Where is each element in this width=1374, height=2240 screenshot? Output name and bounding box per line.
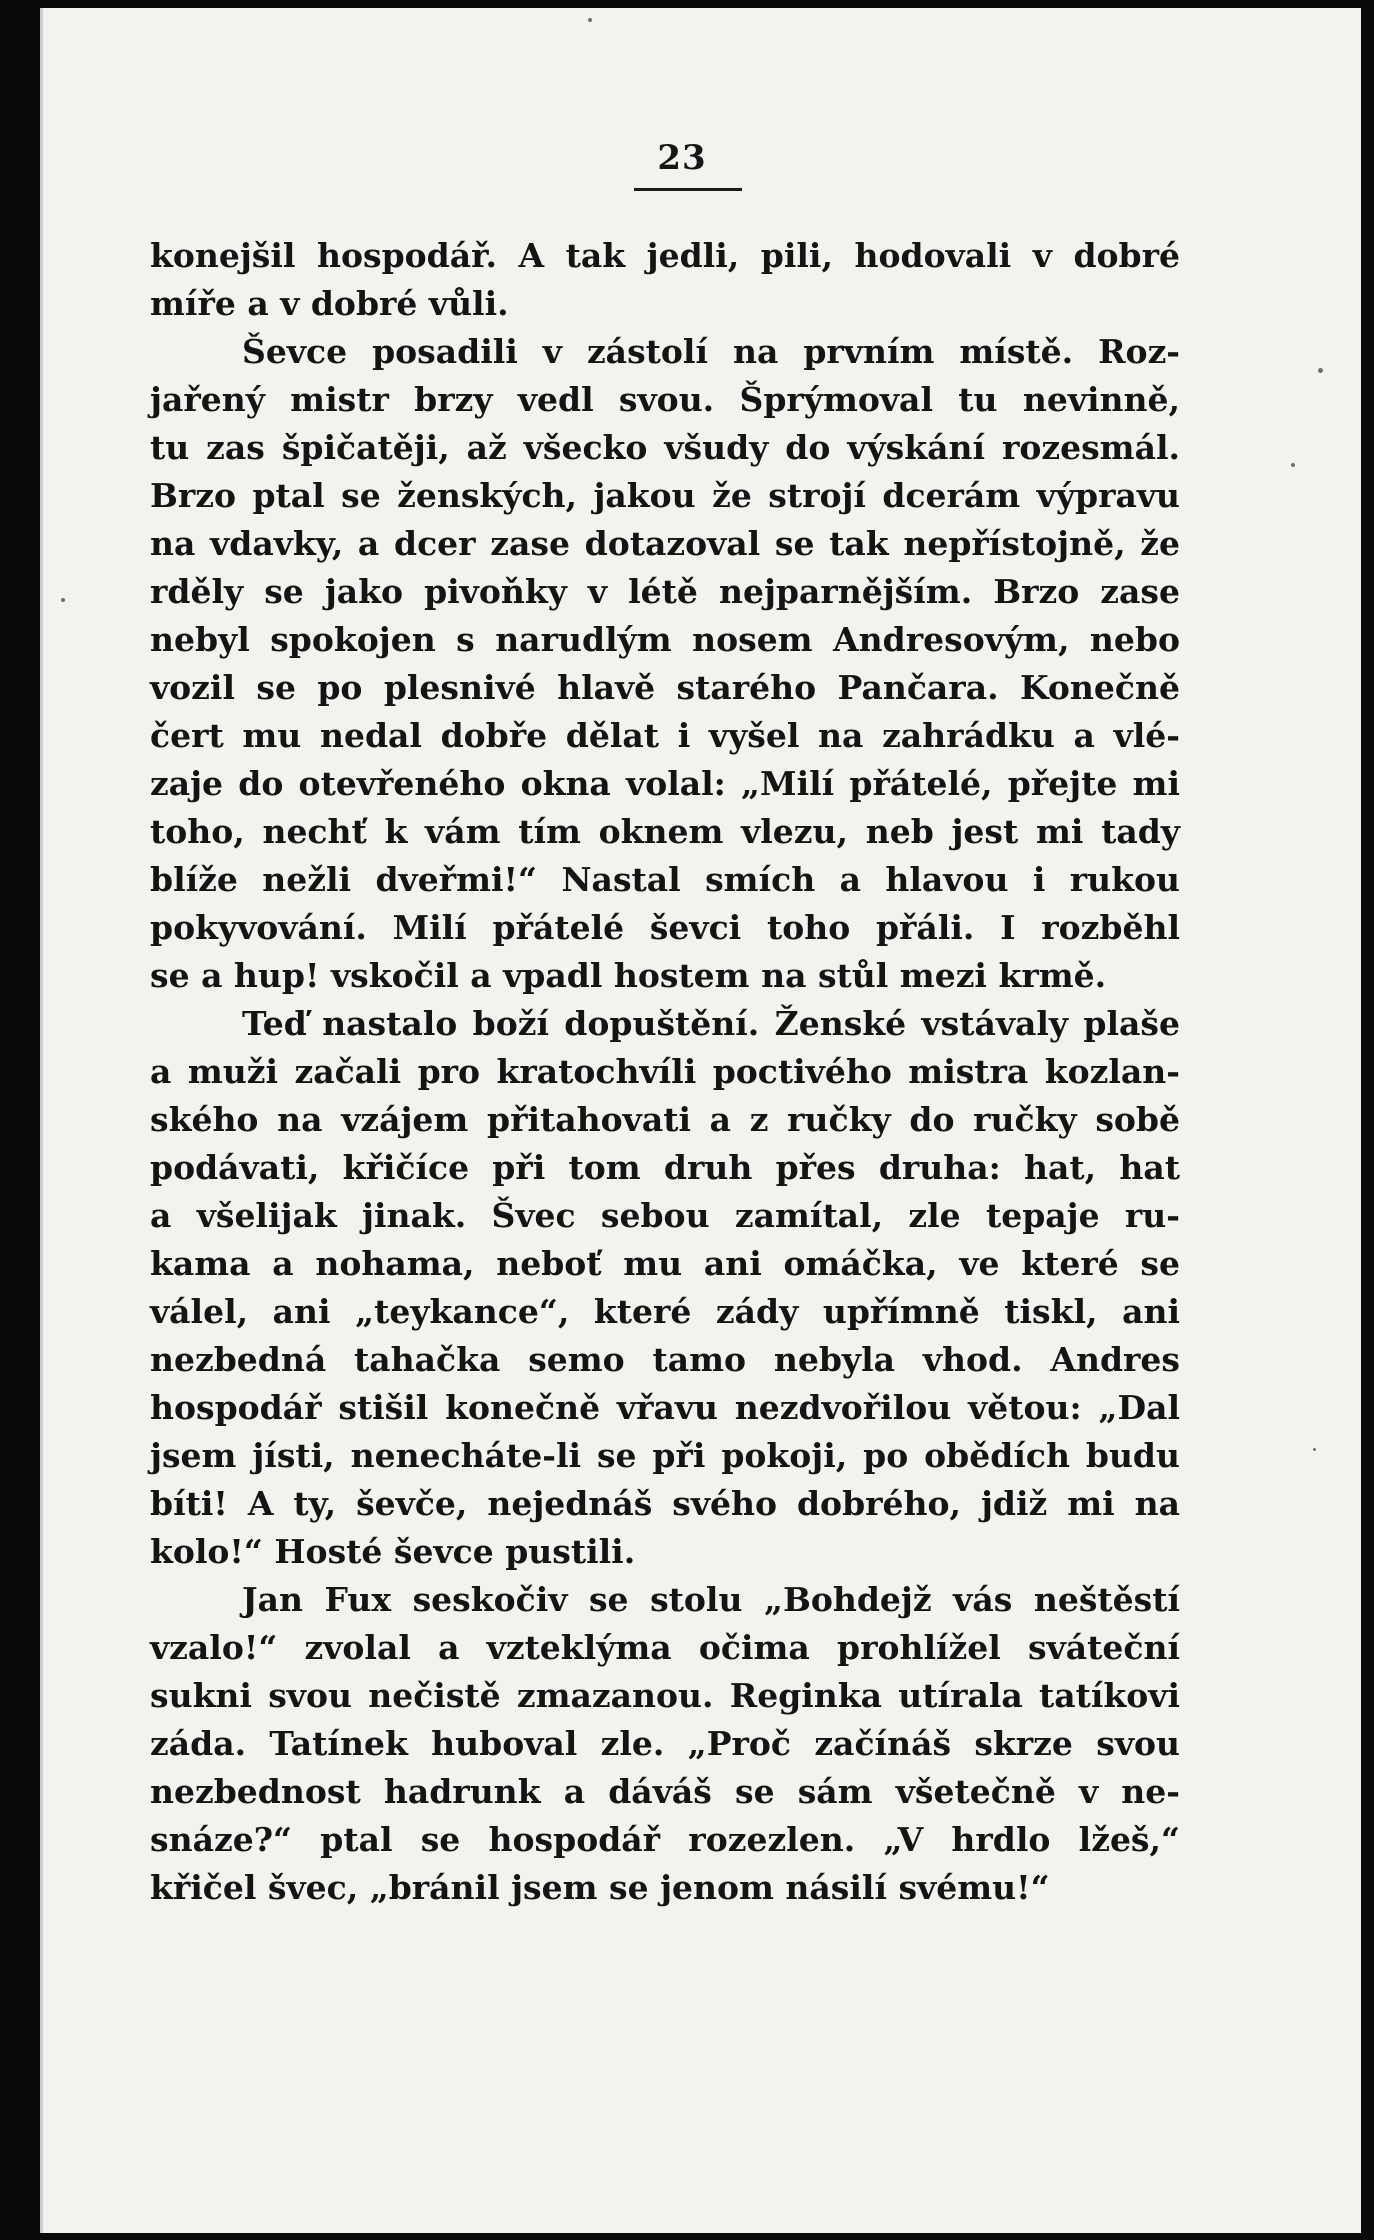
paper-speck [1291,463,1295,467]
text-line: křičel švec, „bránil jsem se jenom násilí svému!“ [150,1868,1050,1907]
paper-speck [1318,368,1323,373]
text-line: válel, ani „teykance“, které zády upřímně tiskl, ani [150,1292,1180,1331]
text-line: toho, nechť k vám tím oknem vlezu, neb jest mi tady [150,812,1180,851]
text-line: snáze?“ ptal se hospodář rozezlen. „V hrdlo lžeš,“ [150,1820,1180,1859]
text-line: se a hup! vskočil a vpadl hostem na stůl mezi krmě. [150,956,1107,995]
text-line: jařený mistr brzy vedl svou. Šprýmoval tu nevinně, [150,380,1180,419]
text-line: nezbednost hadrunk a dáváš se sám všetečně v ne- [150,1772,1180,1811]
text-line: Jan Fux seskočiv se stolu „Bohdejž vás neštěstí [242,1580,1180,1619]
text-line: podávati, křičíce při tom druh přes druha: hat, hat [150,1148,1180,1187]
paper-speck [1313,1448,1316,1451]
text-line: rděly se jako pivoňky v létě nejparnějším. Brzo zase [150,572,1180,611]
text-line: zaje do otevřeného okna volal: „Milí přátelé, přejte mi [150,764,1180,803]
text-line: Teď nastalo boží dopuštění. Ženské vstávaly plaše [242,1004,1180,1043]
text-line: kama a nohama, neboť mu ani omáčka, ve které se [150,1244,1180,1283]
text-line: Ševce posadili v zástolí na prvním místě. Roz- [242,332,1180,371]
page-number: 23 [657,138,707,178]
text-line: nebyl spokojen s narudlým nosem Andresovým, nebo [150,620,1180,659]
page-number-rule [634,188,742,191]
text-line: na vdavky, a dcer zase dotazoval se tak nepřístojně, že [150,524,1180,563]
text-line: pokyvování. Milí přátelé ševci toho přáli. I rozběhl [150,908,1180,947]
text-line: hospodář stišil konečně vřavu nezdvořilou větou: „Dal [150,1388,1180,1427]
text-line: jsem jísti, nenecháte-li se při pokoji, po obědích budu [150,1436,1180,1475]
text-line: konejšil hospodář. A tak jedli, pili, hodovali v dobré [150,236,1180,275]
text-line: tu zas špičatěji, až všecko všudy do výskání rozesmál. [150,428,1180,467]
paper-speck [588,18,592,22]
text-line: záda. Tatínek huboval zle. „Proč začínáš skrze svou [150,1724,1180,1763]
text-line: vzalo!“ zvolal a vzteklýma očima prohlížel sváteční [150,1628,1180,1667]
text-line: Brzo ptal se ženských, jakou že strojí dcerám výpravu [150,476,1180,515]
text-line: vozil se po plesnivé hlavě starého Pančara. Konečně [150,668,1180,707]
body-text [150,232,1180,1912]
paper-speck [61,598,65,602]
text-line: sukni svou nečistě zmazanou. Reginka utírala tatíkovi [150,1676,1180,1715]
text-line: bíti! A ty, ševče, nejednáš svého dobrého, jdiž mi na [150,1484,1180,1523]
text-line: ského na vzájem přitahovati a z ručky do ručky sobě [150,1100,1180,1139]
text-line: čert mu nedal dobře dělat i vyšel na zahrádku a vlé- [150,716,1180,755]
text-line: a muži začali pro kratochvíli poctivého mistra kozlan- [150,1052,1180,1091]
text-line: míře a v dobré vůli. [150,284,509,323]
text-line: nezbedná tahačka semo tamo nebyla vhod. Andres [150,1340,1180,1379]
text-line: kolo!“ Hosté ševce pustili. [150,1532,636,1571]
text-line: blíže nežli dveřmi!“ Nastal smích a hlavou i rukou [150,860,1180,899]
text-line: a všelijak jinak. Švec sebou zamítal, zle tepaje ru- [150,1196,1180,1235]
